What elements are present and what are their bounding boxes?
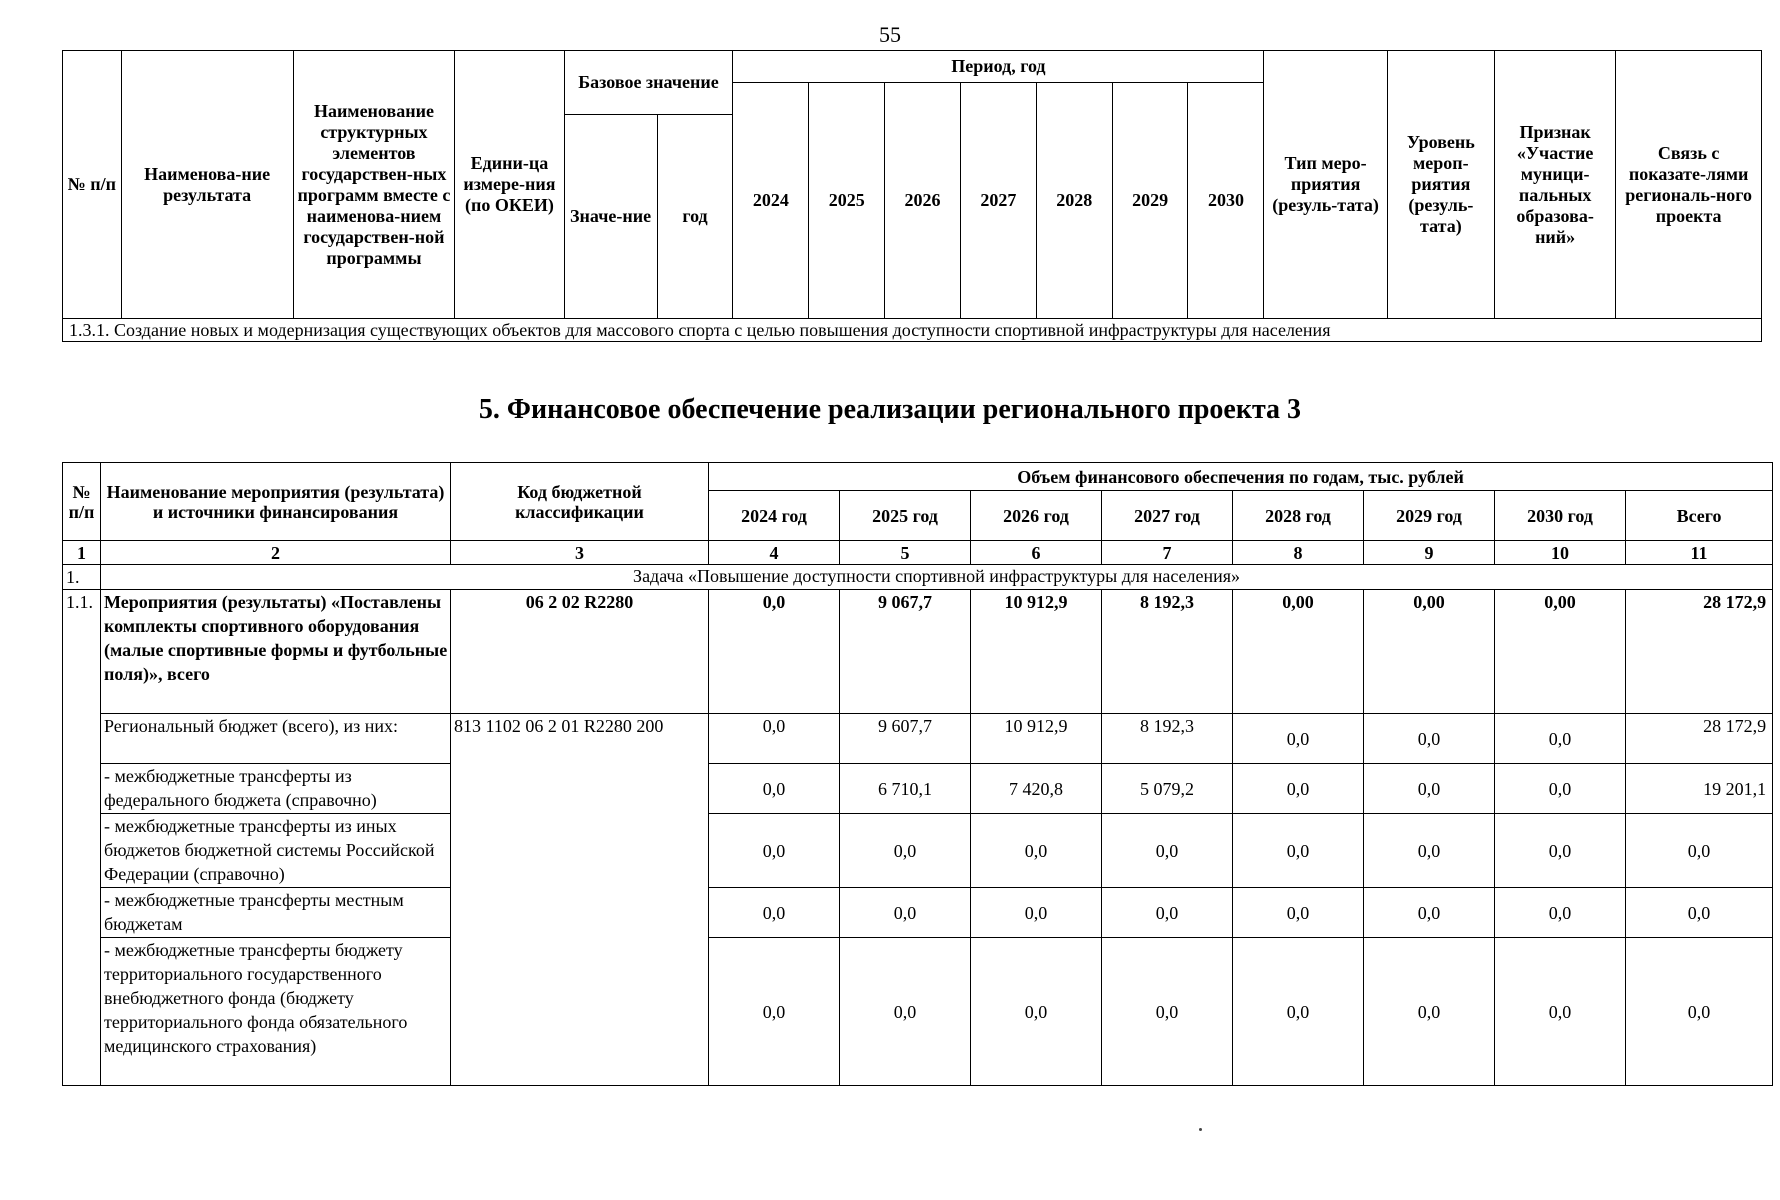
value-cell: 10 912,9: [971, 714, 1102, 764]
value-cell: 0,0: [971, 814, 1102, 888]
task-title: Задача «Повышение доступности спортивной инфраструктуры для населения»: [101, 565, 1773, 590]
header-base-value: Базовое значение: [564, 51, 733, 115]
col-number: 1: [63, 541, 101, 565]
value-cell: 0,0: [1233, 888, 1364, 938]
value-cell: 9 067,7: [840, 590, 971, 714]
value-cell: 0,0: [840, 938, 971, 1086]
row-name: Мероприятия (результаты) «Поставлены комплекты спортивного оборудования (малые спортивные формы и футбольные поля)», всего: [101, 590, 451, 714]
value-cell: 0,0: [1233, 814, 1364, 888]
value-cell: 0,0: [709, 714, 840, 764]
value-cell-total: 28 172,9: [1626, 590, 1773, 714]
value-cell: 0,00: [1364, 590, 1495, 714]
col-number: 6: [971, 541, 1102, 565]
value-cell: 0,0: [1495, 938, 1626, 1086]
value-cell: 0,0: [709, 814, 840, 888]
row-code: 813 1102 06 2 01 R2280 200: [451, 714, 709, 1086]
row-name: - межбюджетные трансферты местным бюджетам: [101, 888, 451, 938]
col-number: 3: [451, 541, 709, 565]
section-title: 5. Финансовое обеспечение реализации регионального проекта 3: [478, 394, 1302, 425]
col-number: 9: [1364, 541, 1495, 565]
row-name: - межбюджетные трансферты из иных бюджетов бюджетной системы Российской Федерации (справочно): [101, 814, 451, 888]
value-cell: 0,00: [1233, 590, 1364, 714]
fin-header-year: 2024 год: [709, 491, 840, 541]
header-num: № п/п: [63, 51, 122, 319]
value-cell: 5 079,2: [1102, 764, 1233, 814]
value-cell: 0,0: [1495, 764, 1626, 814]
fin-header-code: Код бюджетной классификации: [451, 463, 709, 541]
col-number: 11: [1626, 541, 1773, 565]
value-cell: 8 192,3: [1102, 590, 1233, 714]
value-cell: 0,0: [1364, 814, 1495, 888]
scan-speck: [1199, 1128, 1202, 1131]
row-num: 1.1.: [63, 590, 101, 1086]
fin-header-volume: Объем финансового обеспечения по годам, тыс. рублей: [709, 463, 1773, 491]
value-cell: 0,0: [1233, 764, 1364, 814]
value-cell: 0,0: [709, 764, 840, 814]
header-year: 2024: [733, 83, 809, 319]
value-cell: 0,0: [1233, 714, 1364, 764]
value-cell: 0,0: [840, 888, 971, 938]
col-number: 4: [709, 541, 840, 565]
fin-header-total: Всего: [1626, 491, 1773, 541]
row-name: - межбюджетные трансферты из федерального бюджета (справочно): [101, 764, 451, 814]
value-cell: 0,0: [1102, 888, 1233, 938]
col-number: 10: [1495, 541, 1626, 565]
col-number: 7: [1102, 541, 1233, 565]
fin-header-year: 2028 год: [1233, 491, 1364, 541]
header-period: Период, год: [733, 51, 1264, 83]
value-cell: 0,00: [1495, 590, 1626, 714]
value-cell: 0,0: [1495, 814, 1626, 888]
value-cell: 10 912,9: [971, 590, 1102, 714]
header-year: 2025: [809, 83, 885, 319]
value-cell: 0,0: [709, 938, 840, 1086]
value-cell: 0,0: [1364, 888, 1495, 938]
header-type: Тип меро-приятия (резуль-тата): [1264, 51, 1387, 319]
header-base-year: год: [657, 115, 733, 319]
value-cell: 6 710,1: [840, 764, 971, 814]
header-base-val: Значе-ние: [564, 115, 657, 319]
fin-header-num: № п/п: [63, 463, 101, 541]
header-year: 2026: [885, 83, 961, 319]
fin-header-year: 2030 год: [1495, 491, 1626, 541]
task-num: 1.: [63, 565, 101, 590]
value-cell: 9 607,7: [840, 714, 971, 764]
value-cell: 0,0: [1102, 814, 1233, 888]
fin-header-year: 2026 год: [971, 491, 1102, 541]
fin-header-year: 2027 год: [1102, 491, 1233, 541]
value-cell: 0,0: [709, 590, 840, 714]
col-number: 2: [101, 541, 451, 565]
value-cell: 0,0: [1364, 714, 1495, 764]
results-table: [62, 50, 1762, 342]
value-cell: 0,0: [709, 888, 840, 938]
financing-table: [62, 462, 1773, 1086]
value-cell: 7 420,8: [971, 764, 1102, 814]
fin-header-year: 2029 год: [1364, 491, 1495, 541]
task-row: 1.3.1. Создание новых и модернизация существующих объектов для массового спорта с целью повышения доступности спортивной инфраструктуры для населения: [63, 319, 1762, 342]
row-name: Региональный бюджет (всего), из них:: [101, 714, 451, 764]
header-level: Уровень мероп-риятия (резуль-тата): [1387, 51, 1494, 319]
value-cell: 0,0: [840, 814, 971, 888]
header-link: Связь с показате-лями региональ-ного проекта: [1616, 51, 1762, 319]
header-struct-elements: Наименование структурных элементов государствен-ных программ вместе с наименова-нием государствен-ной программы: [293, 51, 455, 319]
header-year: 2028: [1036, 83, 1112, 319]
value-cell-total: 28 172,9: [1626, 714, 1773, 764]
value-cell-total: 19 201,1: [1626, 764, 1773, 814]
fin-header-year: 2025 год: [840, 491, 971, 541]
row-code: 06 2 02 R2280: [451, 590, 709, 714]
header-result-name: Наименова-ние результата: [121, 51, 293, 319]
value-cell: 0,0: [1495, 714, 1626, 764]
value-cell: 0,0: [1102, 938, 1233, 1086]
value-cell: 0,0: [1364, 938, 1495, 1086]
value-cell: 0,0: [971, 938, 1102, 1086]
value-cell-total: 0,0: [1626, 938, 1773, 1086]
value-cell-total: 0,0: [1626, 814, 1773, 888]
value-cell-total: 0,0: [1626, 888, 1773, 938]
header-sign: Признак «Участие муници-пальных образова-ний»: [1494, 51, 1615, 319]
value-cell: 0,0: [1364, 764, 1495, 814]
header-year: 2029: [1112, 83, 1188, 319]
col-number: 8: [1233, 541, 1364, 565]
value-cell: 0,0: [1495, 888, 1626, 938]
header-year: 2030: [1188, 83, 1264, 319]
value-cell: 0,0: [971, 888, 1102, 938]
header-year: 2027: [960, 83, 1036, 319]
row-name: - межбюджетные трансферты бюджету территориального государственного внебюджетного фонда (бюджету территориального фонда обязательного медицинского страхования): [101, 938, 451, 1086]
value-cell: 0,0: [1233, 938, 1364, 1086]
fin-header-name: Наименование мероприятия (результата) и источники финансирования: [101, 463, 451, 541]
value-cell: 8 192,3: [1102, 714, 1233, 764]
col-number: 5: [840, 541, 971, 565]
header-unit: Едини-ца измере-ния (по ОКЕИ): [455, 51, 564, 319]
page-number: 55: [879, 22, 901, 47]
